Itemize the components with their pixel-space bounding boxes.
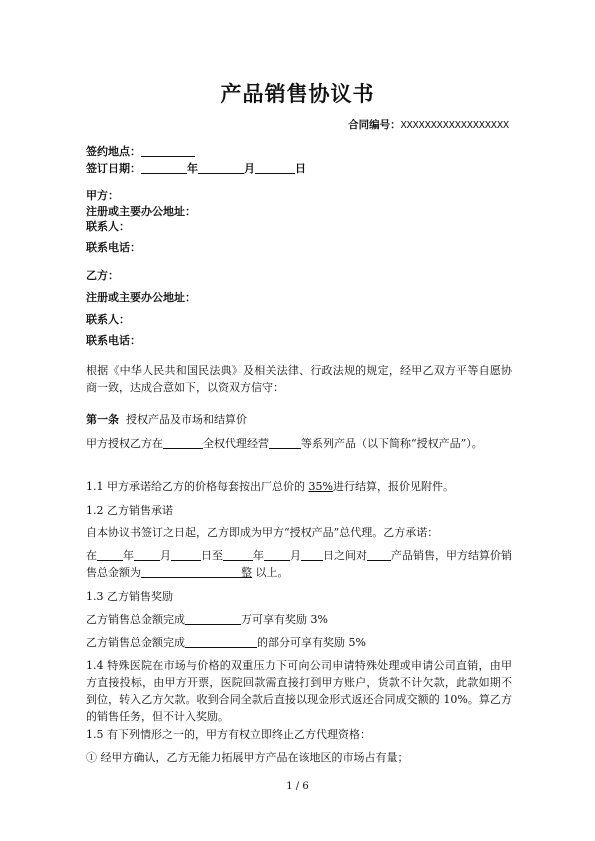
contract-number (348, 117, 509, 132)
party-a-label: 甲方： (86, 189, 119, 202)
sign-year-label: 年 (187, 162, 198, 175)
commitment-paragraph (86, 547, 512, 581)
section-1-3-heading: 1.3 乙方销售奖励 (86, 590, 173, 603)
section-1-1 (86, 478, 512, 495)
article1-heading (86, 411, 247, 427)
party-b-label: 乙方： (86, 269, 119, 282)
reward2-text-b: 的部分可享有奖励 5% (257, 636, 366, 649)
party-a-phone-label: 联系电话： (86, 241, 141, 254)
commit-month2-label: 月 (290, 549, 301, 562)
party-b-contact-label: 联系人： (86, 313, 130, 326)
commit-product-blank[interactable] (367, 548, 391, 561)
sign-date-line (86, 160, 306, 176)
grant-text-1: 甲方授权乙方在 (86, 437, 163, 450)
section-1-5-item-1: ① 经甲方确认，乙方无能力拓展甲方产品在该地区的市场占有量； (86, 751, 409, 764)
article1-title: 授权产品及市场和结算价 (126, 413, 247, 426)
reward2-text-a: 乙方销售总金额完成 (86, 636, 185, 649)
commit-sales-text: 产品销售，甲方结算价销售总金额为 (86, 549, 512, 579)
reward1-text-b: 万可享有奖励 3% (241, 613, 328, 626)
party-b-address-label: 注册或主要办公地址： (86, 291, 196, 304)
reward-line-2 (86, 634, 512, 651)
contract-number-value: XXXXXXXXXXXXXXXXXX (400, 120, 509, 131)
sign-month-blank[interactable] (198, 161, 244, 174)
reward2-amount-blank[interactable] (185, 635, 257, 648)
grant-paragraph (86, 435, 512, 452)
article1-number: 第一条 (86, 413, 119, 426)
sign-year-blank[interactable] (141, 161, 187, 174)
commit-year-label: 年 (123, 549, 134, 562)
commit-day2-blank[interactable] (301, 548, 323, 561)
section-1-2-heading: 1.2 乙方销售承诺 (86, 504, 173, 517)
section-1-4: 1.4 特殊医院在市场与价格的双重压力下可向公司申请特殊处理或申请公司直销，由甲方直接投标，由甲方开票，医院回款需直接打到甲方账户，货款不计欠款，此款如期不到位，转入乙方欠款。收到合同全款后直接以现金形式返还合同成交额的 10%。算乙方的销售任务，但不计入奖励。 (86, 659, 512, 723)
contract-number-label: 合同编号： (348, 119, 401, 131)
commit-above: 以上。 (252, 566, 289, 579)
commit-year2-label: 年 (253, 549, 264, 562)
sign-place-label: 签约地点： (86, 145, 141, 158)
document-title: 产品销售协议书 (220, 81, 375, 106)
sign-date-label: 签订日期： (86, 162, 141, 175)
commit-tail: 日之间对 (323, 549, 367, 562)
commit-year-blank[interactable] (97, 548, 123, 561)
reward1-amount-blank[interactable] (185, 612, 241, 625)
grant-text-2: 全权代理经营 (203, 437, 269, 450)
commit-zheng: 整 (241, 566, 252, 579)
commit-amount-blank[interactable] (141, 565, 241, 578)
commit-month-blank[interactable] (134, 548, 160, 561)
commit-day-label: 日至 (201, 549, 223, 562)
preamble-paragraph: 根据《中华人民共和国民法典》及相关法律、行政法规的规定，经甲乙双方平等自愿协商一致，达成合意如下，以资双方信守： (86, 364, 512, 394)
section-1-5: 1.5 有下列情形之一的，甲方有权立即终止乙方代理资格： (86, 728, 371, 741)
reward1-text-a: 乙方销售总金额完成 (86, 613, 185, 626)
grant-product-blank[interactable] (269, 436, 301, 449)
s1-1-percent: 35% (308, 480, 333, 493)
party-a-contact-label: 联系人： (86, 220, 130, 233)
sign-day-blank[interactable] (255, 161, 295, 174)
sign-place-line (86, 143, 195, 159)
section-1-2-text: 自本协议书签订之日起，乙方即成为甲方“授权产品”总代理。乙方承诺： (86, 526, 439, 539)
commit-text-in: 在 (86, 549, 97, 562)
sign-day-label: 日 (295, 162, 306, 175)
sign-month-label: 月 (244, 162, 255, 175)
page-number: 1 / 6 (286, 781, 309, 792)
reward-line-1 (86, 611, 512, 628)
party-b-phone-label: 联系电话： (86, 334, 141, 347)
commit-month2-blank[interactable] (264, 548, 290, 561)
party-a-address-label: 注册或主要办公地址： (86, 205, 196, 218)
grant-text-3: 等系列产品（以下简称“授权产品”）。 (301, 437, 483, 450)
commit-month-label: 月 (160, 549, 171, 562)
commit-year2-blank[interactable] (223, 548, 253, 561)
commit-day-blank[interactable] (171, 548, 201, 561)
grant-region-blank[interactable] (163, 436, 203, 449)
sign-place-blank[interactable] (141, 144, 195, 157)
s1-1-text-b: 进行结算，报价见附件。 (332, 480, 454, 493)
s1-1-text-a: 1.1 甲方承诺给乙方的价格每套按出厂总价的 (86, 480, 309, 493)
